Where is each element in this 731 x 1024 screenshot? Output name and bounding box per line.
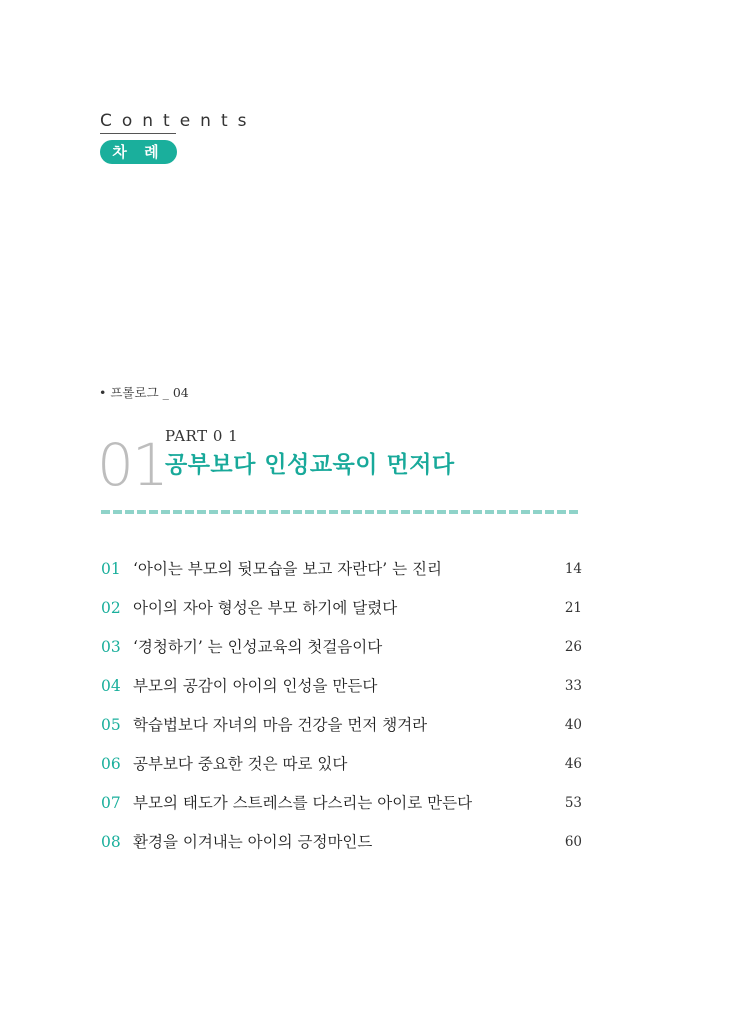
toc-entry-page: 53 bbox=[564, 795, 582, 811]
chapter-badge: 차 례 bbox=[100, 140, 177, 164]
toc-entry-page: 40 bbox=[564, 717, 582, 733]
toc-entry-number: 08 bbox=[101, 833, 121, 851]
toc-entry-07[interactable] bbox=[101, 791, 582, 830]
toc-entry-05[interactable] bbox=[101, 713, 582, 752]
toc-entry-04[interactable] bbox=[101, 674, 582, 713]
toc-entry-number: 01 bbox=[101, 560, 121, 578]
toc-entry-title: 부모의 공감이 아이의 인성을 만든다 bbox=[133, 677, 378, 695]
toc-entry-page: 26 bbox=[564, 639, 582, 655]
toc-entry-title: 환경을 이겨내는 아이의 긍정마인드 bbox=[133, 833, 373, 851]
toc-entry-06[interactable] bbox=[101, 752, 582, 791]
part-title: 공부보다 인성교육이 먼저다 bbox=[165, 451, 455, 478]
toc-entry-number: 07 bbox=[101, 794, 121, 812]
toc-entry-title: 아이의 자아 형성은 부모 하기에 달렸다 bbox=[133, 599, 398, 617]
toc-entry-title: 학습법보다 자녀의 마음 건강을 먼저 챙겨라 bbox=[133, 716, 428, 734]
toc-entry-page: 33 bbox=[564, 678, 582, 694]
toc-entry-page: 14 bbox=[564, 561, 582, 577]
contents-title: Contents bbox=[100, 111, 257, 131]
toc-entry-page: 46 bbox=[564, 756, 582, 772]
contents-underline bbox=[100, 133, 176, 134]
prologue-link[interactable]: • 프롤로그 _ 04 bbox=[99, 385, 189, 400]
toc-entry-title: ‘아이는 부모의 뒷모습을 보고 자란다’ 는 진리 bbox=[133, 560, 442, 578]
toc-entry-page: 60 bbox=[564, 834, 582, 850]
dashed-divider bbox=[101, 510, 581, 514]
toc-entry-01[interactable] bbox=[101, 557, 582, 596]
toc-entry-title: ‘경청하기’ 는 인성교육의 첫걸음이다 bbox=[133, 638, 383, 656]
toc-entry-02[interactable] bbox=[101, 596, 582, 635]
toc-entry-page: 21 bbox=[564, 600, 582, 616]
toc-entry-number: 06 bbox=[101, 755, 121, 773]
toc-entry-title: 부모의 태도가 스트레스를 다스리는 아이로 만든다 bbox=[133, 794, 473, 812]
part-number: 01 bbox=[97, 431, 167, 499]
part-label: PART 0 1 bbox=[165, 427, 239, 445]
toc-entry-number: 04 bbox=[101, 677, 121, 695]
toc-entry-number: 05 bbox=[101, 716, 121, 734]
toc-entry-number: 02 bbox=[101, 599, 121, 617]
toc-entry-08[interactable] bbox=[101, 830, 582, 869]
toc-entry-title: 공부보다 중요한 것은 따로 있다 bbox=[133, 755, 348, 773]
toc-entry-number: 03 bbox=[101, 638, 121, 656]
toc-entry-03[interactable] bbox=[101, 635, 582, 674]
toc-list bbox=[101, 557, 582, 869]
